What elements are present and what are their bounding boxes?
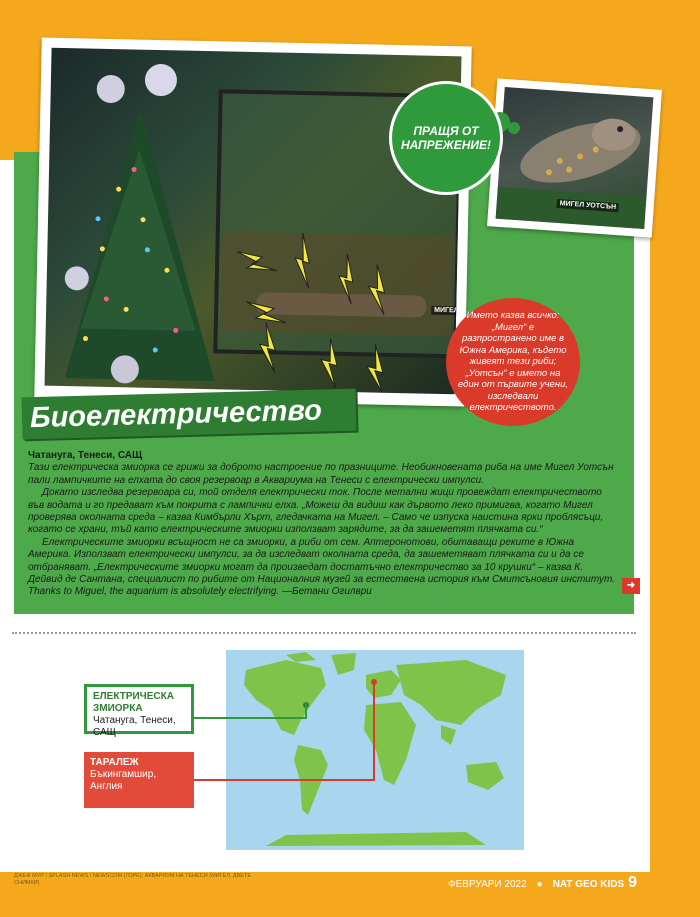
photo-label-miguel-watson: МИГЕЛ УОТСЪН [556, 199, 619, 212]
eel-label-heading: ЕЛЕКТРИЧЕСКА ЗМИОРКА [93, 691, 174, 714]
photo-label-miguel: МИГЕЛ [431, 306, 461, 316]
hedgehog-label-heading: ТАРАЛЕЖ [90, 757, 139, 768]
hedgehog-location-label [84, 752, 194, 808]
article-title: Биоелектричество [22, 389, 357, 440]
issue-date: ФЕВРУАРИ 2022 [448, 879, 527, 890]
eel-location-label [84, 684, 194, 738]
magazine-name: NAT GEO KIDS [552, 879, 625, 890]
paragraph-3-text: Електрическите змиорки всъщност не са змиорки, а риби от сем. Аптеронотови, обитаващи реките в Южна Америка. Използват електрически импулси, за да изследват околната среда, да зашеметяват плячката си и да се отбраняват. „Електрическите змиорки могат да произведат достатъчно електричество за 10 крушки“ – казва К. Дейвид де Сантана, специалист по рибите от Националния музей за естествена история към Смитсъновия институт. Thanks to Miguel, the aquarium is absolutely electrifying. [28, 536, 615, 598]
paragraph-2: Докато изследва резервоара си, той отделя електрически ток. После метални жици провеждат електричеството във водата и го предават към покрита с лампички елха. „Можеш да видиш как дървото леко примигва, когато Мигел проверява околната среда – казва Кимбърли Хърт, гледачката на Мигел. – Само че изпуска наистина ярки проблясъци, когато се храни, тъй като електрическите змиорки използват зарядите, за да зашеметят плячката си.“ [28, 487, 604, 536]
continue-arrow-icon: ➜ [622, 578, 640, 594]
author-signature: —Бетани Огилври [282, 586, 372, 598]
paragraph-1: Тази електрическа змиорка се грижи за доброто настроение по празниците. Необикновената риба на име Мигел Уотсън пали лампичките на елхата до своя резервоар в Аквариума на Тенеси с електрически импулси. [28, 462, 614, 486]
footer-separator: ● [536, 879, 543, 890]
article-location: Чатануга, Тенеси, САЩ [28, 450, 143, 461]
photo-credits: ДЖЕФ МУР / SPLASH NEWS / NEWSCOM (ГОРЕ); АКВАРИУМ НА ТЕНЕСИ (МИГЕЛ, ДВЕТЕ СНИМКИ) [14, 873, 251, 886]
callout-bubble-green: ПРАЩЯ ОТ НАПРЕЖЕНИЕ! [392, 84, 500, 192]
hedgehog-label-sub: Бъкингамшир, Англия [90, 769, 157, 792]
page-footer [448, 874, 637, 892]
callout-red-text: Името казва всичко: „Мигел“ е разпространено име в Южна Америка, където живеят тези риби; „Уотсън“ е името на един от първите учени, изследвали електричеството. [457, 310, 568, 414]
page-number: 9 [628, 874, 638, 891]
eel-label-sub: Чатануга, Тенеси, САЩ [93, 715, 176, 738]
